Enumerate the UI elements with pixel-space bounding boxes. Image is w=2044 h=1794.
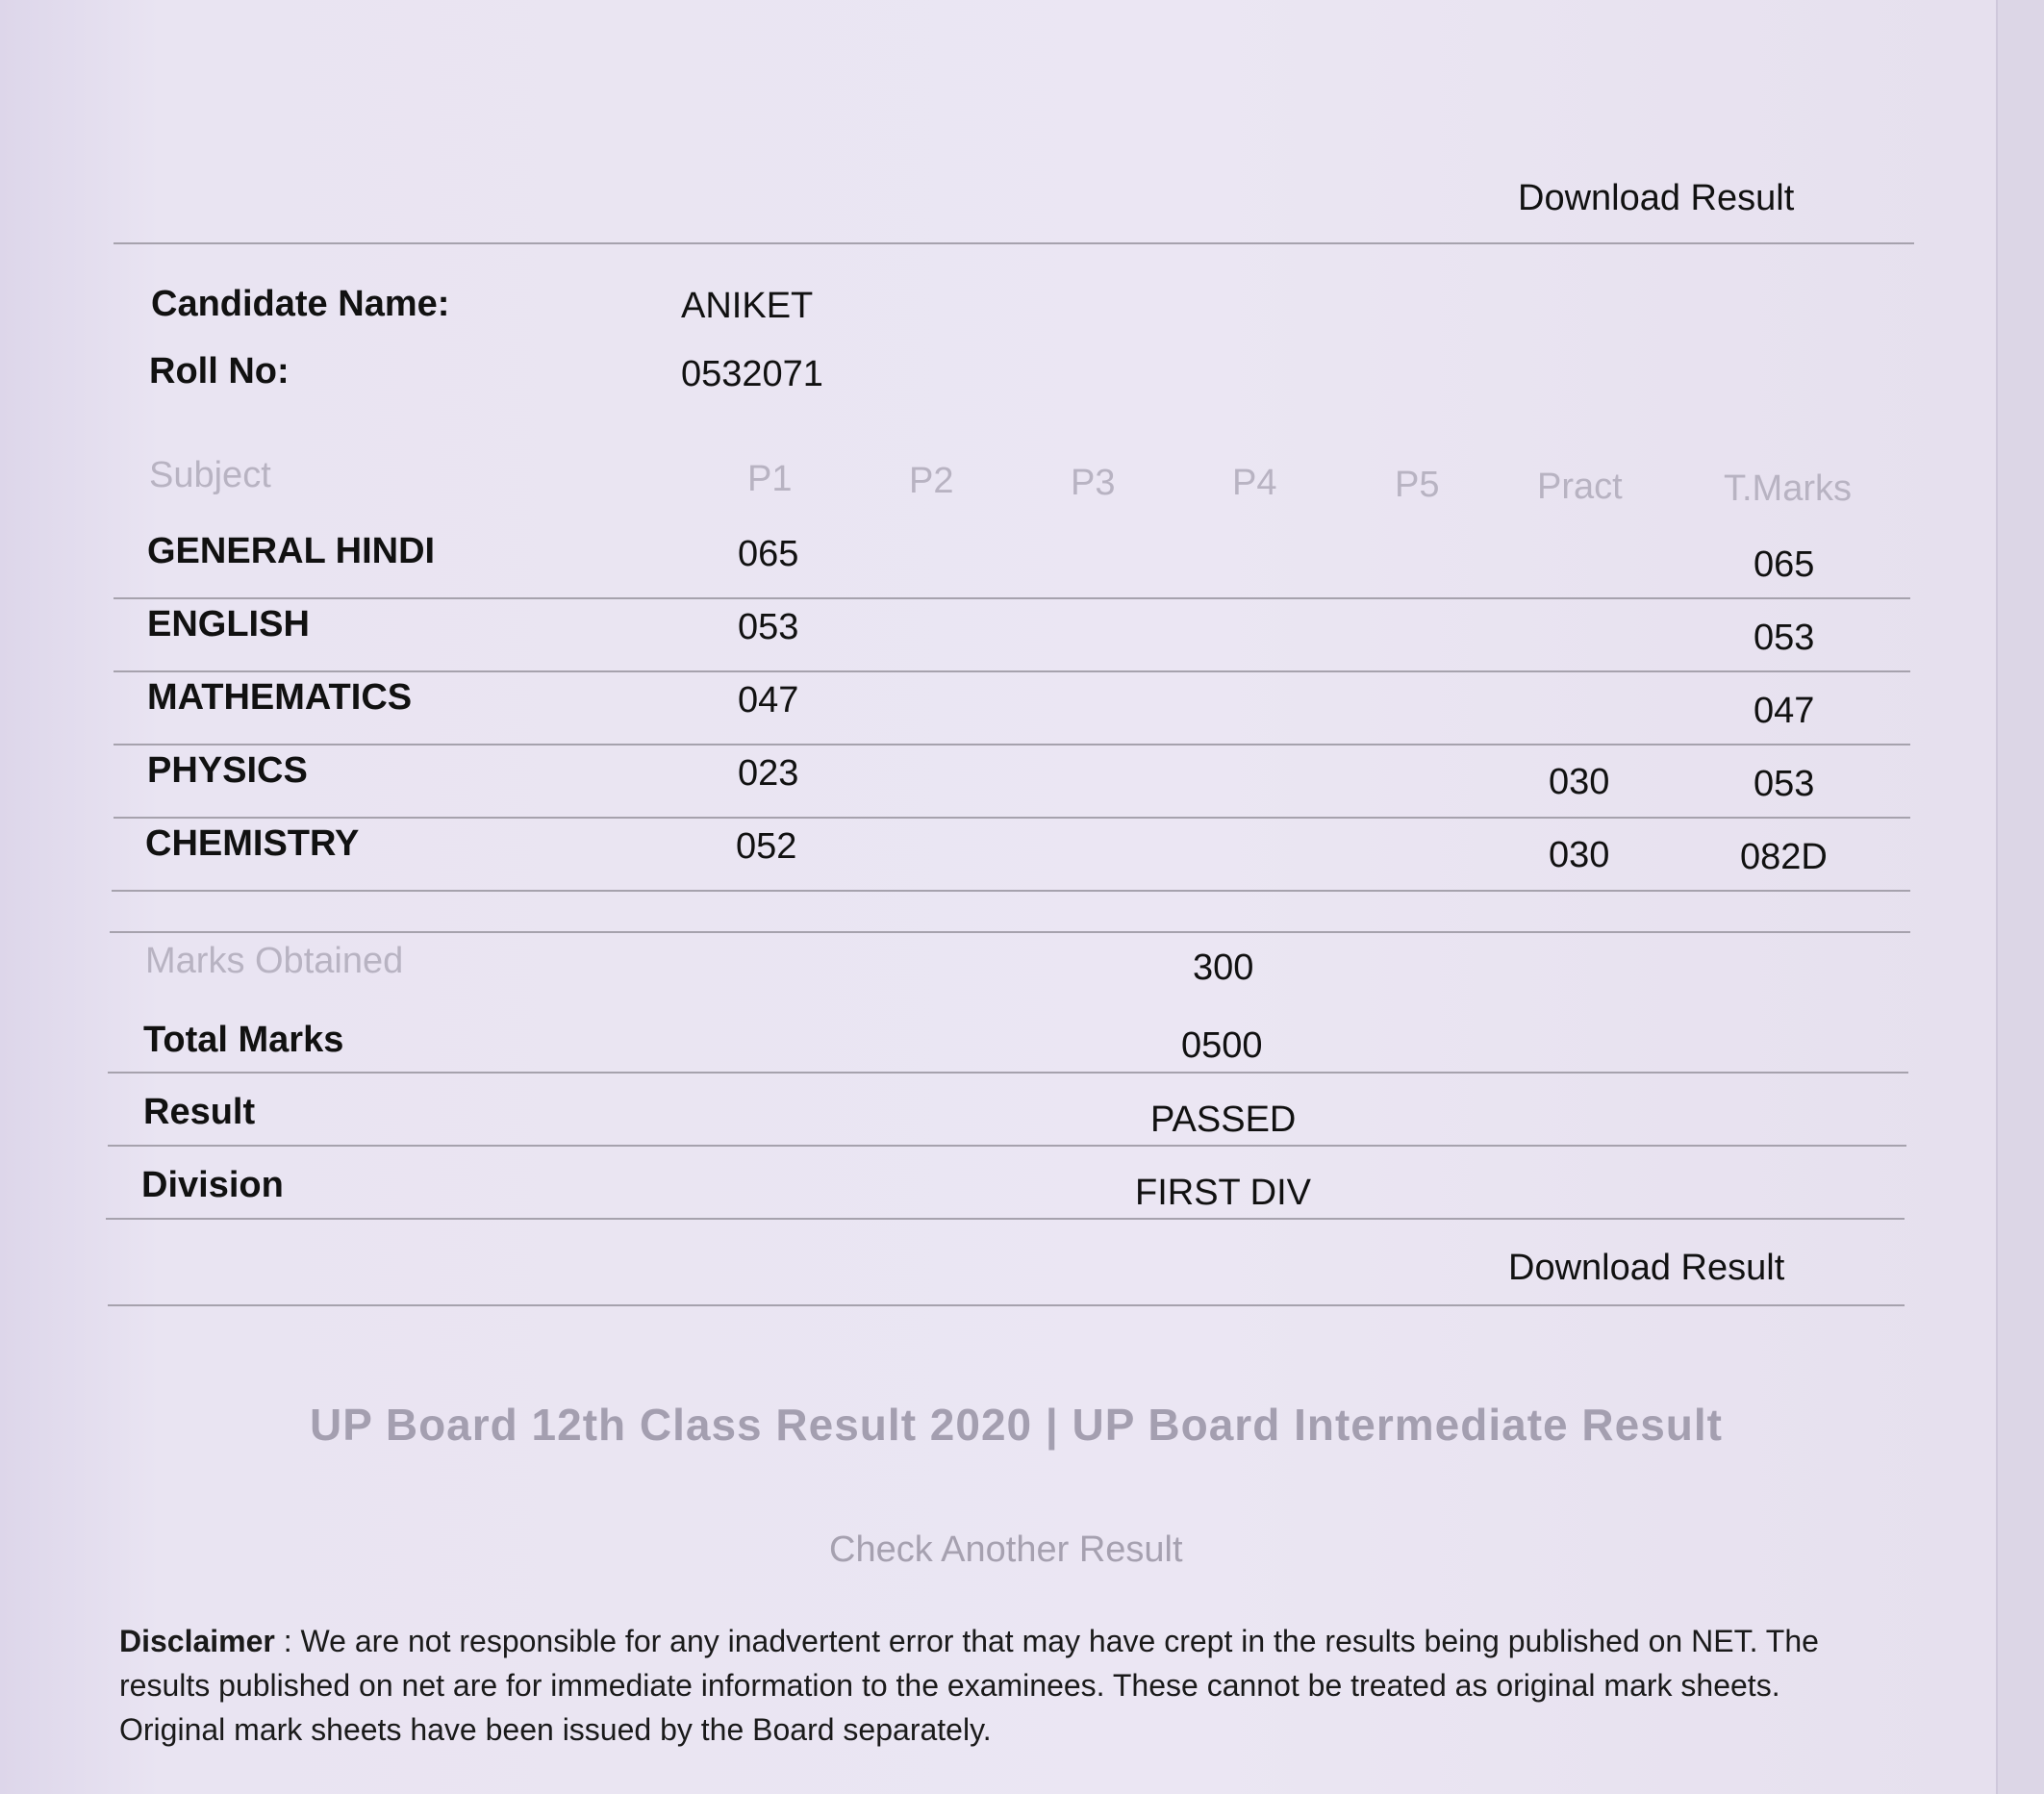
result-value: PASSED bbox=[1150, 1099, 1297, 1140]
disclaimer bbox=[119, 1619, 1880, 1752]
total-marks-label: Total Marks bbox=[143, 1020, 344, 1060]
subject-name: GENERAL HINDI bbox=[147, 531, 436, 571]
divider bbox=[108, 1145, 1906, 1147]
subject-name: ENGLISH bbox=[147, 604, 310, 644]
subject-name: MATHEMATICS bbox=[147, 677, 413, 718]
divider bbox=[114, 817, 1910, 819]
header-subject: Subject bbox=[149, 455, 271, 495]
result-label: Result bbox=[143, 1092, 256, 1132]
marks-obtained-label: Marks Obtained bbox=[145, 941, 404, 981]
total-mark: 053 bbox=[1754, 764, 1815, 804]
divider bbox=[108, 1304, 1905, 1306]
candidate-name-value: ANIKET bbox=[681, 286, 814, 326]
paper-edge bbox=[1996, 0, 2044, 1794]
division-value: FIRST DIV bbox=[1135, 1173, 1311, 1213]
disclaimer-label: Disclaimer bbox=[119, 1624, 275, 1658]
download-result-link-top[interactable]: Download Result bbox=[1518, 178, 1795, 218]
marks-obtained-value: 300 bbox=[1193, 948, 1254, 988]
header-tmarks: T.Marks bbox=[1724, 468, 1852, 509]
divider bbox=[114, 242, 1914, 244]
pract-mark: 030 bbox=[1549, 762, 1610, 802]
p1-mark: 053 bbox=[738, 607, 799, 647]
p1-mark: 065 bbox=[738, 534, 799, 574]
divider bbox=[108, 1072, 1908, 1074]
pract-mark: 030 bbox=[1549, 835, 1610, 875]
total-mark: 047 bbox=[1754, 691, 1815, 731]
total-mark: 082D bbox=[1740, 837, 1828, 877]
p1-mark: 047 bbox=[738, 680, 799, 720]
page-headline: UP Board 12th Class Result 2020 | UP Board Intermediate Result bbox=[310, 1400, 1723, 1450]
divider bbox=[114, 670, 1910, 672]
divider bbox=[106, 1218, 1905, 1220]
candidate-name-label: Candidate Name: bbox=[151, 284, 450, 324]
download-result-link-bottom[interactable]: Download Result bbox=[1508, 1248, 1785, 1288]
header-p1: P1 bbox=[747, 459, 793, 499]
roll-no-value: 0532071 bbox=[681, 354, 823, 394]
divider bbox=[110, 931, 1910, 933]
header-pract: Pract bbox=[1537, 467, 1623, 507]
header-p3: P3 bbox=[1071, 463, 1116, 503]
header-p5: P5 bbox=[1395, 465, 1440, 505]
total-mark: 065 bbox=[1754, 544, 1815, 585]
subject-name: PHYSICS bbox=[147, 750, 308, 791]
total-mark: 053 bbox=[1754, 618, 1815, 658]
header-p2: P2 bbox=[909, 461, 954, 501]
divider bbox=[114, 744, 1910, 745]
check-another-result-link[interactable]: Check Another Result bbox=[829, 1529, 1183, 1570]
disclaimer-text: : We are not responsible for any inadvertent error that may have crept in the results being published on NET. The results published on net are for immediate information to the examinees. These cannot be treated as original mark sheets. Original mark sheets have been issued by the Board separately. bbox=[119, 1624, 1819, 1747]
divider bbox=[112, 890, 1910, 892]
subject-name: CHEMISTRY bbox=[145, 823, 360, 864]
roll-no-label: Roll No: bbox=[149, 351, 290, 392]
total-marks-value: 0500 bbox=[1181, 1025, 1263, 1066]
division-label: Division bbox=[141, 1165, 284, 1205]
p1-mark: 052 bbox=[736, 826, 797, 867]
p1-mark: 023 bbox=[738, 753, 799, 794]
header-p4: P4 bbox=[1232, 463, 1277, 503]
divider bbox=[114, 597, 1910, 599]
